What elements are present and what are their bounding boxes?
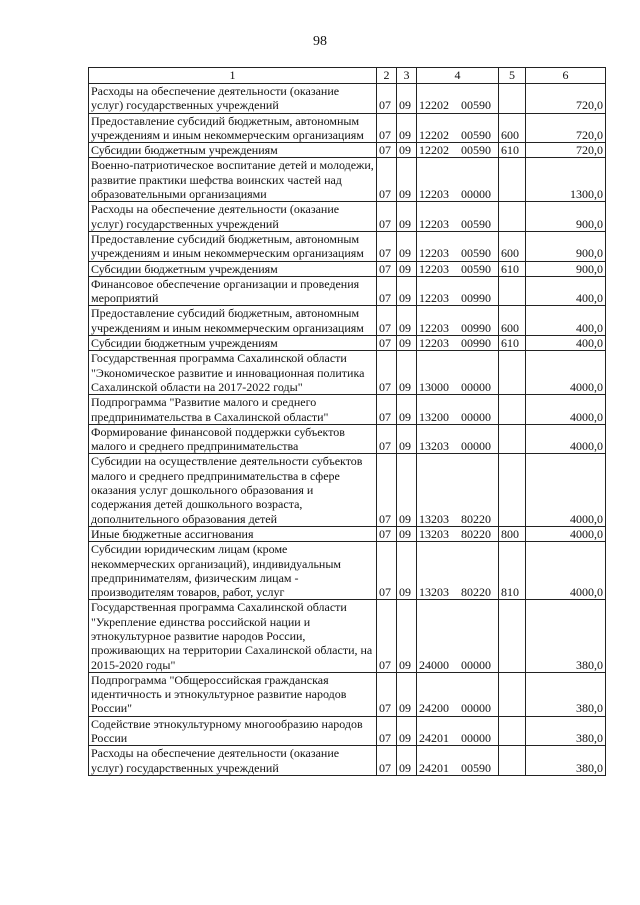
header-cell-2: 2 [377,68,397,84]
header-cell-6: 6 [526,68,606,84]
row-name-cell: Подпрограмма "Развитие малого и среднего предпринимательства в Сахалинской области" [89,395,377,425]
table-row [89,672,606,716]
row-target-article-cell [417,526,499,541]
row-target-article-cell [417,746,499,776]
table-row [89,231,606,261]
target-article-program-code: 13203 [419,439,449,454]
row-sum-cell: 720,0 [526,143,606,158]
target-article-direction-code: 00590 [461,216,491,231]
target-article-program-code: 12203 [419,261,449,276]
table-row [89,600,606,672]
header-cell-1: 1 [89,68,377,84]
table-row [89,158,606,202]
row-expense-type-cell: 610 [499,143,526,158]
table-row [89,526,606,541]
row-name-cell: Государственная программа Сахалинской области "Экономическое развитие и инновационная политика Сахалинской области на 2017-2022 годы" [89,351,377,395]
row-target-article-cell [417,276,499,306]
row-subsection-cell: 09 [397,454,417,526]
target-article-program-code: 13203 [419,585,449,600]
row-sum-cell: 4000,0 [526,542,606,600]
row-name-cell: Подпрограмма "Общероссийская гражданская идентичность и этнокультурное развитие народов России" [89,672,377,716]
row-expense-type-cell [499,454,526,526]
header-cell-3: 3 [397,68,417,84]
row-section-cell: 07 [377,158,397,202]
row-sum-cell: 380,0 [526,672,606,716]
row-target-article-cell [417,600,499,672]
row-section-cell: 07 [377,261,397,276]
row-target-article-cell [417,395,499,425]
row-section-cell: 07 [377,746,397,776]
row-sum-cell: 4000,0 [526,454,606,526]
row-expense-type-cell: 610 [499,336,526,351]
row-sum-cell: 900,0 [526,261,606,276]
row-expense-type-cell [499,424,526,454]
target-article-program-code: 12202 [419,143,449,158]
target-article-program-code: 24201 [419,760,449,775]
row-expense-type-cell: 800 [499,526,526,541]
row-expense-type-cell [499,600,526,672]
row-expense-type-cell: 600 [499,306,526,336]
row-subsection-cell: 09 [397,276,417,306]
target-article-direction-code: 00000 [461,409,491,424]
row-target-article-cell [417,454,499,526]
row-section-cell: 07 [377,600,397,672]
row-name-cell: Формирование финансовой поддержки субъектов малого и среднего предпринимательства [89,424,377,454]
row-name-cell: Расходы на обеспечение деятельности (оказание услуг) государственных учреждений [89,746,377,776]
table-row [89,276,606,306]
row-expense-type-cell [499,202,526,232]
target-article-direction-code: 80220 [461,526,491,541]
row-sum-cell: 720,0 [526,84,606,114]
row-target-article-cell [417,143,499,158]
row-sum-cell: 380,0 [526,716,606,746]
table-row [89,424,606,454]
target-article-direction-code: 00000 [461,731,491,746]
row-section-cell: 07 [377,336,397,351]
row-subsection-cell: 09 [397,158,417,202]
table-row [89,746,606,776]
row-expense-type-cell: 600 [499,113,526,143]
row-section-cell: 07 [377,202,397,232]
target-article-direction-code: 00590 [461,261,491,276]
row-sum-cell: 400,0 [526,336,606,351]
row-sum-cell: 400,0 [526,306,606,336]
header-cell-4: 4 [417,68,499,84]
row-section-cell: 07 [377,84,397,114]
row-name-cell: Содействие этнокультурному многообразию народов России [89,716,377,746]
table-row [89,716,606,746]
row-expense-type-cell [499,746,526,776]
target-article-direction-code: 00590 [461,246,491,261]
row-expense-type-cell [499,84,526,114]
row-section-cell: 07 [377,306,397,336]
row-name-cell: Государственная программа Сахалинской области "Укрепление единства российской нации и этнокультурное развитие народов России, проживающих на территории Сахалинской области, на 2015-2020 годы" [89,600,377,672]
row-subsection-cell: 09 [397,231,417,261]
row-expense-type-cell: 810 [499,542,526,600]
row-section-cell: 07 [377,454,397,526]
target-article-direction-code: 00000 [461,701,491,716]
target-article-program-code: 13203 [419,526,449,541]
row-subsection-cell: 09 [397,600,417,672]
target-article-program-code: 12203 [419,291,449,306]
row-name-cell: Расходы на обеспечение деятельности (оказание услуг) государственных учреждений [89,84,377,114]
row-name-cell: Предоставление субсидий бюджетным, автономным учреждениям и иным некоммерческим организациям [89,231,377,261]
target-article-direction-code: 00000 [461,657,491,672]
target-article-direction-code: 00000 [461,379,491,394]
row-target-article-cell [417,306,499,336]
row-expense-type-cell [499,158,526,202]
table-row [89,336,606,351]
row-expense-type-cell: 600 [499,231,526,261]
target-article-program-code: 13203 [419,511,449,526]
row-subsection-cell: 09 [397,261,417,276]
row-section-cell: 07 [377,351,397,395]
target-article-program-code: 12202 [419,98,449,113]
target-article-program-code: 12203 [419,336,449,351]
row-target-article-cell [417,542,499,600]
row-section-cell: 07 [377,143,397,158]
table-row [89,113,606,143]
row-target-article-cell [417,158,499,202]
target-article-program-code: 24000 [419,657,449,672]
row-section-cell: 07 [377,276,397,306]
row-target-article-cell [417,261,499,276]
row-section-cell: 07 [377,424,397,454]
row-subsection-cell: 09 [397,542,417,600]
row-sum-cell: 380,0 [526,600,606,672]
row-subsection-cell: 09 [397,716,417,746]
row-target-article-cell [417,231,499,261]
target-article-direction-code: 00590 [461,760,491,775]
row-name-cell: Субсидии бюджетным учреждениям [89,261,377,276]
target-article-direction-code: 00990 [461,336,491,351]
table-row [89,454,606,526]
row-section-cell: 07 [377,672,397,716]
row-name-cell: Субсидии бюджетным учреждениям [89,336,377,351]
row-subsection-cell: 09 [397,395,417,425]
target-article-program-code: 12203 [419,216,449,231]
row-expense-type-cell: 610 [499,261,526,276]
row-subsection-cell: 09 [397,526,417,541]
row-name-cell: Предоставление субсидий бюджетным, автономным учреждениям и иным некоммерческим организациям [89,113,377,143]
table-row [89,542,606,600]
row-name-cell: Субсидии бюджетным учреждениям [89,143,377,158]
row-name-cell: Субсидии юридическим лицам (кроме некоммерческих организаций), индивидуальным предпринимателям, физическим лицам - производителям товаров, работ, услуг [89,542,377,600]
row-target-article-cell [417,202,499,232]
row-sum-cell: 380,0 [526,746,606,776]
target-article-program-code: 24201 [419,731,449,746]
table-body [89,84,606,776]
row-sum-cell: 400,0 [526,276,606,306]
target-article-direction-code: 80220 [461,511,491,526]
row-sum-cell: 4000,0 [526,395,606,425]
row-target-article-cell [417,672,499,716]
table-row [89,84,606,114]
row-sum-cell: 4000,0 [526,351,606,395]
row-subsection-cell: 09 [397,746,417,776]
row-sum-cell: 4000,0 [526,526,606,541]
table-row [89,395,606,425]
row-name-cell: Финансовое обеспечение организации и проведения мероприятий [89,276,377,306]
row-section-cell: 07 [377,113,397,143]
table-row [89,306,606,336]
target-article-direction-code: 00000 [461,439,491,454]
target-article-program-code: 13000 [419,379,449,394]
row-subsection-cell: 09 [397,84,417,114]
target-article-direction-code: 80220 [461,585,491,600]
target-article-direction-code: 00990 [461,320,491,335]
row-subsection-cell: 09 [397,306,417,336]
row-target-article-cell [417,113,499,143]
row-name-cell: Военно-патриотическое воспитание детей и молодежи, развитие практики шефства воинских частей над образовательными организациями [89,158,377,202]
row-target-article-cell [417,84,499,114]
row-name-cell: Расходы на обеспечение деятельности (оказание услуг) государственных учреждений [89,202,377,232]
row-section-cell: 07 [377,716,397,746]
target-article-program-code: 12203 [419,320,449,335]
row-subsection-cell: 09 [397,424,417,454]
row-name-cell: Субсидии на осуществление деятельности субъектов малого и среднего предпринимательства в сфере оказания услуг дошкольного образования и содержания детей дошкольного возраста, дополнительного образования детей [89,454,377,526]
row-section-cell: 07 [377,231,397,261]
table-row [89,261,606,276]
row-subsection-cell: 09 [397,202,417,232]
row-subsection-cell: 09 [397,672,417,716]
target-article-program-code: 13200 [419,409,449,424]
row-target-article-cell [417,424,499,454]
table-row [89,351,606,395]
row-sum-cell: 720,0 [526,113,606,143]
row-expense-type-cell [499,395,526,425]
row-subsection-cell: 09 [397,351,417,395]
row-expense-type-cell [499,351,526,395]
row-name-cell: Предоставление субсидий бюджетным, автономным учреждениям и иным некоммерческим организациям [89,306,377,336]
target-article-direction-code: 00990 [461,291,491,306]
row-subsection-cell: 09 [397,143,417,158]
row-section-cell: 07 [377,526,397,541]
target-article-direction-code: 00000 [461,187,491,202]
row-section-cell: 07 [377,542,397,600]
target-article-direction-code: 00590 [461,127,491,142]
target-article-direction-code: 00590 [461,98,491,113]
table-row [89,202,606,232]
header-cell-5: 5 [499,68,526,84]
target-article-program-code: 12203 [419,246,449,261]
target-article-program-code: 12202 [419,127,449,142]
row-sum-cell: 4000,0 [526,424,606,454]
row-expense-type-cell [499,716,526,746]
row-subsection-cell: 09 [397,113,417,143]
row-name-cell: Иные бюджетные ассигнования [89,526,377,541]
target-article-program-code: 24200 [419,701,449,716]
row-sum-cell: 1300,0 [526,158,606,202]
row-sum-cell: 900,0 [526,202,606,232]
row-expense-type-cell [499,672,526,716]
target-article-program-code: 12203 [419,187,449,202]
row-target-article-cell [417,716,499,746]
target-article-direction-code: 00590 [461,143,491,158]
row-sum-cell: 900,0 [526,231,606,261]
row-expense-type-cell [499,276,526,306]
page-number: 98 [313,34,327,49]
row-target-article-cell [417,336,499,351]
table-header-row [89,68,606,84]
table-row [89,143,606,158]
row-section-cell: 07 [377,395,397,425]
row-subsection-cell: 09 [397,336,417,351]
row-target-article-cell [417,351,499,395]
budget-table [88,67,606,776]
